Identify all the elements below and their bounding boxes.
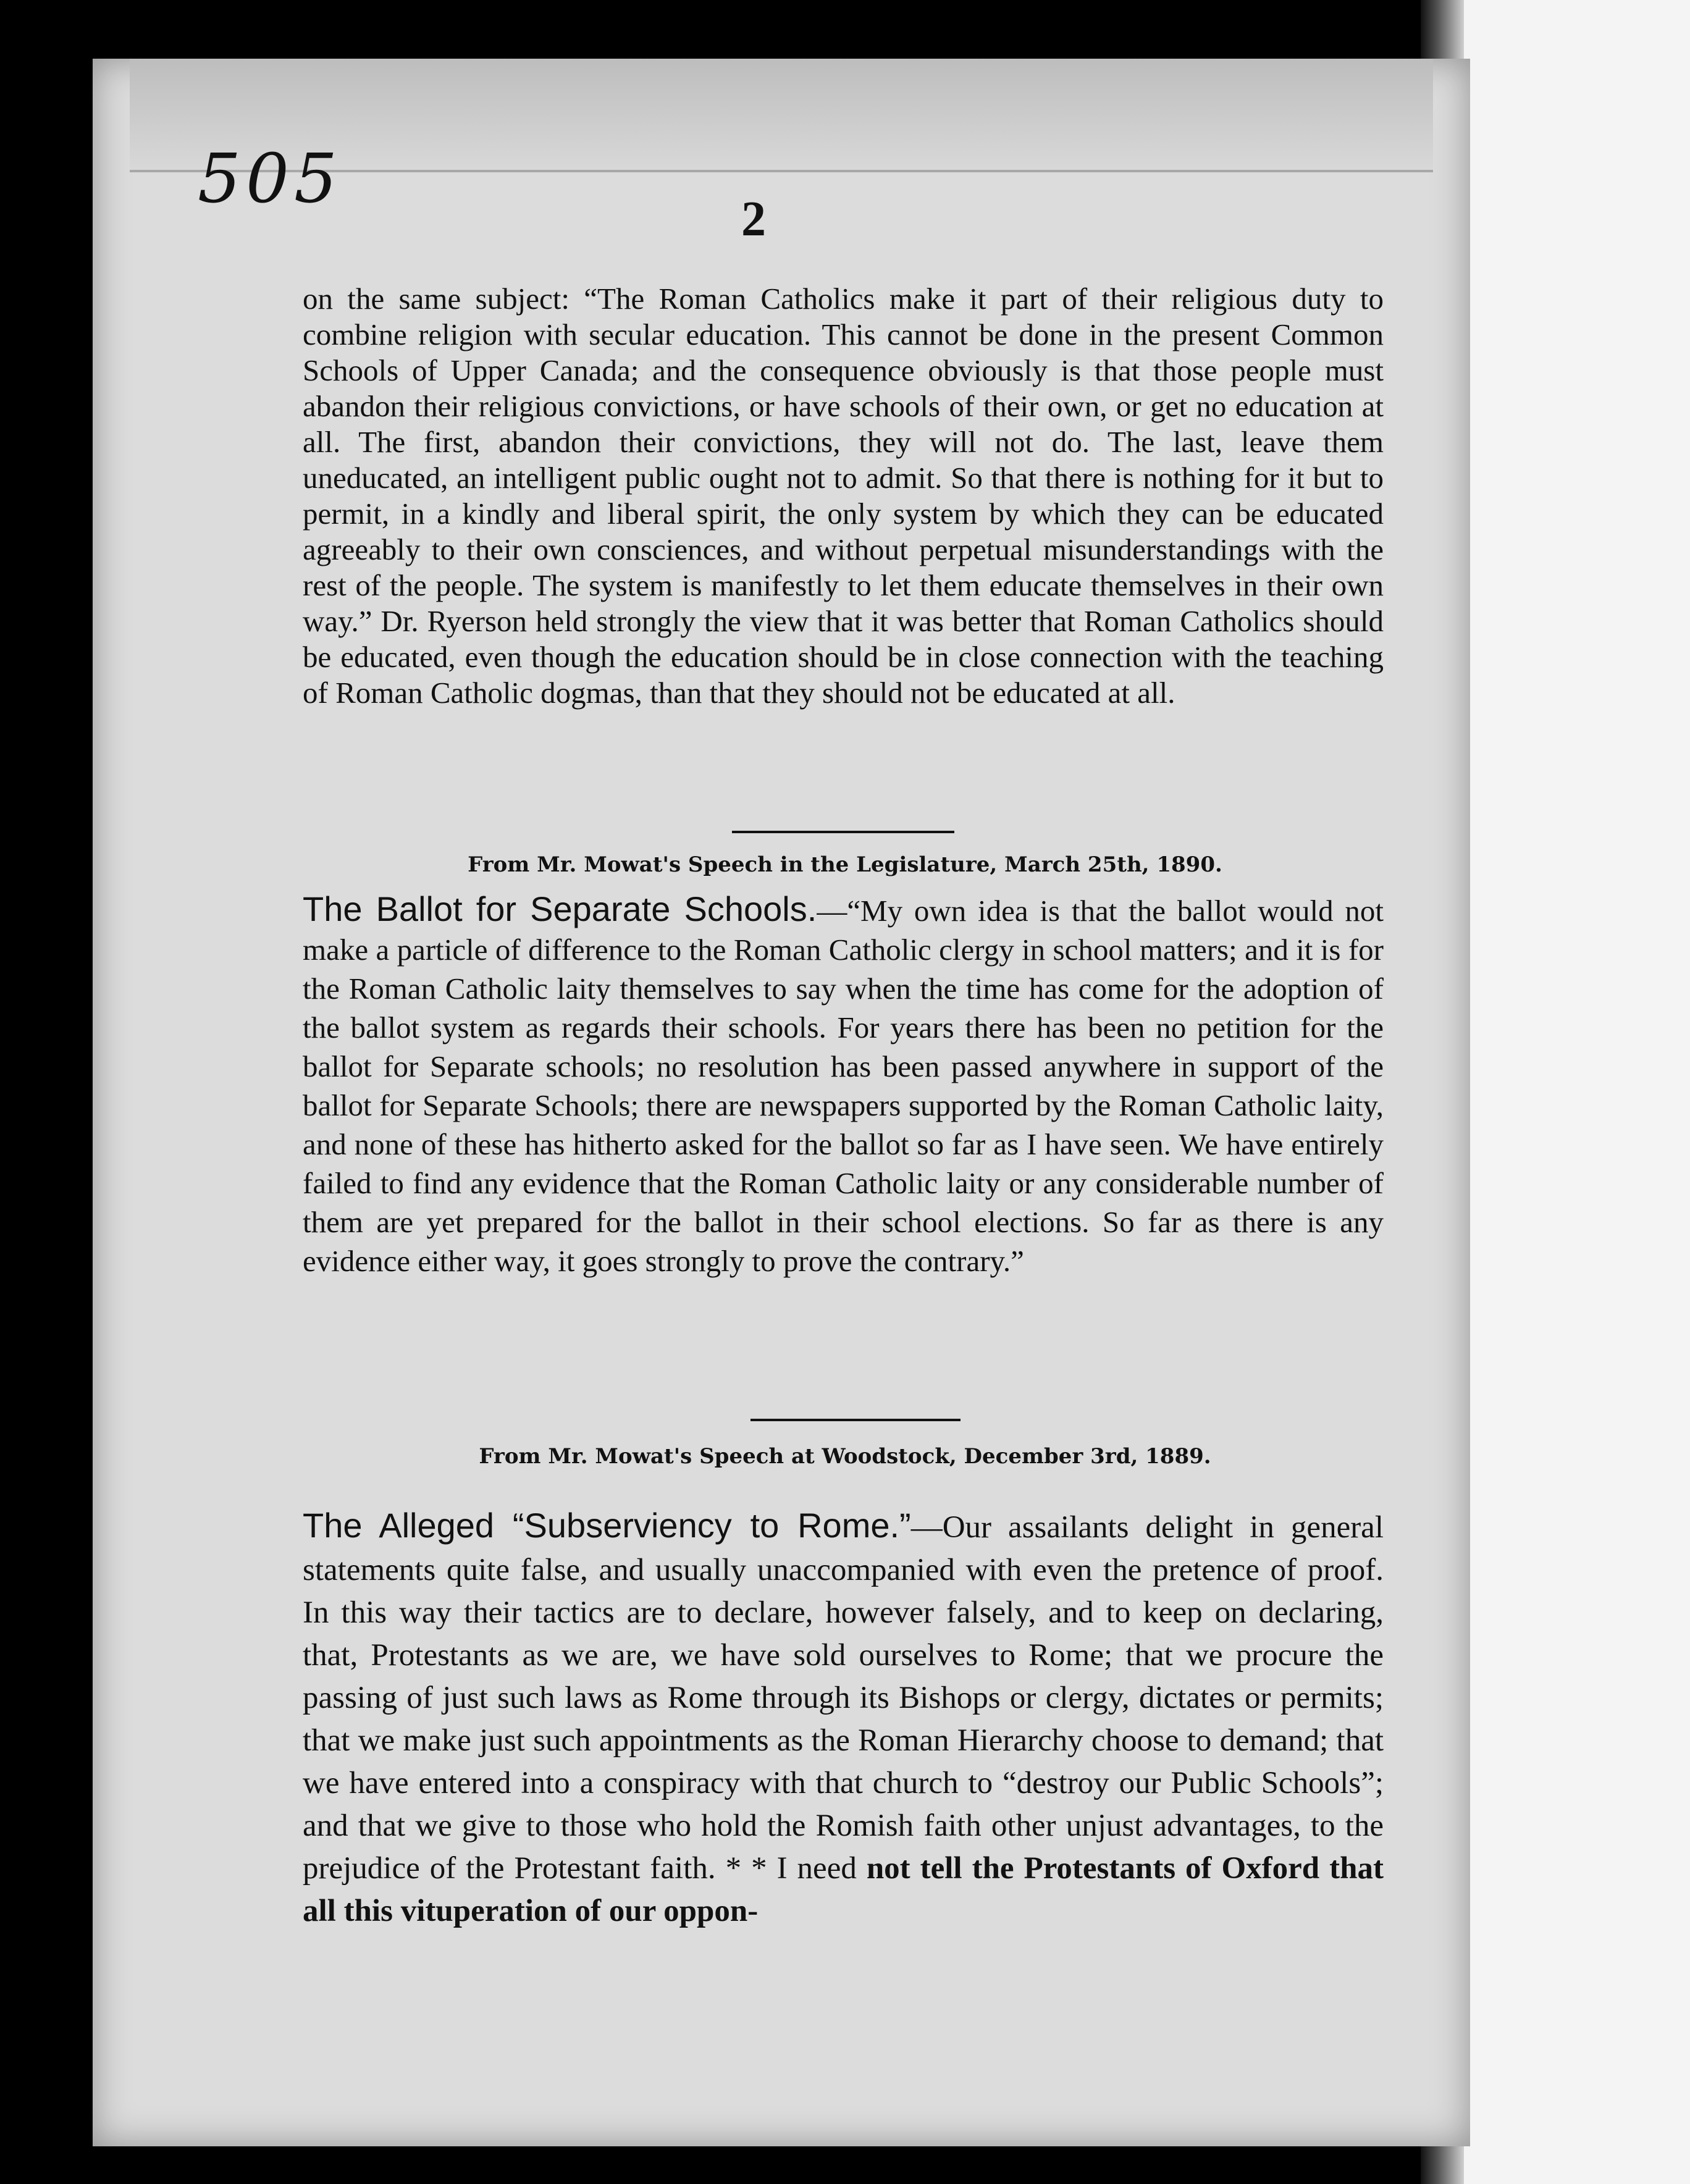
section1-heading: The Ballot for Separate Schools. bbox=[303, 889, 817, 928]
section-divider-1 bbox=[732, 831, 954, 833]
intro-paragraph: on the same subject: “The Roman Catholics make it part of their religious duty to combine religion with secular education. This cannot be done in the present Common Schools of Upper Canada; and the consequence obviously is that those people must abandon their religious convictions, or have schools of their own, or get no education at all. The first, abandon their convictions, they will not do. The last, leave them uneducated, an intelligent public ought not to admit. So that there is nothing for it but to permit, in a kindly and liberal spirit, the only system by which they can be educated agreeably to their own consciences, and without perpetual misunderstandings with the rest of the people. The system is manifestly to let them educate themselves in their own way.” Dr. Ryerson held strongly the view that it was better that Roman Catholics should be educated, even though the education should be in close connection with the teaching of Roman Catholic dogmas, than that they should not be educated at all. bbox=[303, 282, 1384, 710]
section2-paragraph bbox=[303, 1504, 1384, 1933]
section1-paragraph bbox=[303, 889, 1384, 1280]
handwritten-note: 505 bbox=[198, 139, 342, 218]
section2-body: —Our assailants delight in general statements quite false, and usually unaccompanied with even the pretence of proof. In this way their tactics are to declare, however falsely, and to keep on declaring, that, Protestants as we are, we have sold ourselves to Rome; that we procure the passing of just such laws as Rome through its Bishops or clergy, dictates or permits; that we make just such appointments as the Roman Hierarchy choose to demand; that we have entered into a conspiracy with that church to “destroy our Public Schools”; and that we give to those who hold the Romish faith other unjust advantages, to the prejudice of the Protestant faith. * * I need bbox=[303, 1510, 1384, 1886]
section2-source: From Mr. Mowat's Speech at Woodstock, December 3rd, 1889. bbox=[479, 1444, 1211, 1469]
section2-body-end: not tell the Protestants of Oxford that all this vituperation of our oppon- bbox=[303, 1851, 1384, 1928]
section2-heading: The Alleged “Subserviency to Rome.” bbox=[303, 1506, 911, 1545]
page-number: 2 bbox=[741, 192, 766, 246]
section1-body: —“My own idea is that the ballot would not make a particle of difference to the Roman Catholic clergy in school matters; and it is for the Roman Catholic laity themselves to say when the time has come for the adoption of the ballot system as regards their schools. For years there has been no petition for the ballot for Separate schools; no resolution has been passed anywhere in support of the ballot for Separate Schools; there are newspapers supported by the Roman Catholic laity, and none of these has hitherto asked for the ballot so far as I have seen. We have entirely failed to find any evidence that the Roman Catholic laity or any considerable number of them are yet prepared for the ballot in their school elections. So far as there is any evidence either way, it goes strongly to prove the contrary.” bbox=[303, 894, 1384, 1278]
section1-source: From Mr. Mowat's Speech in the Legislature, March 25th, 1890. bbox=[468, 852, 1222, 877]
section-divider-2 bbox=[750, 1419, 961, 1421]
